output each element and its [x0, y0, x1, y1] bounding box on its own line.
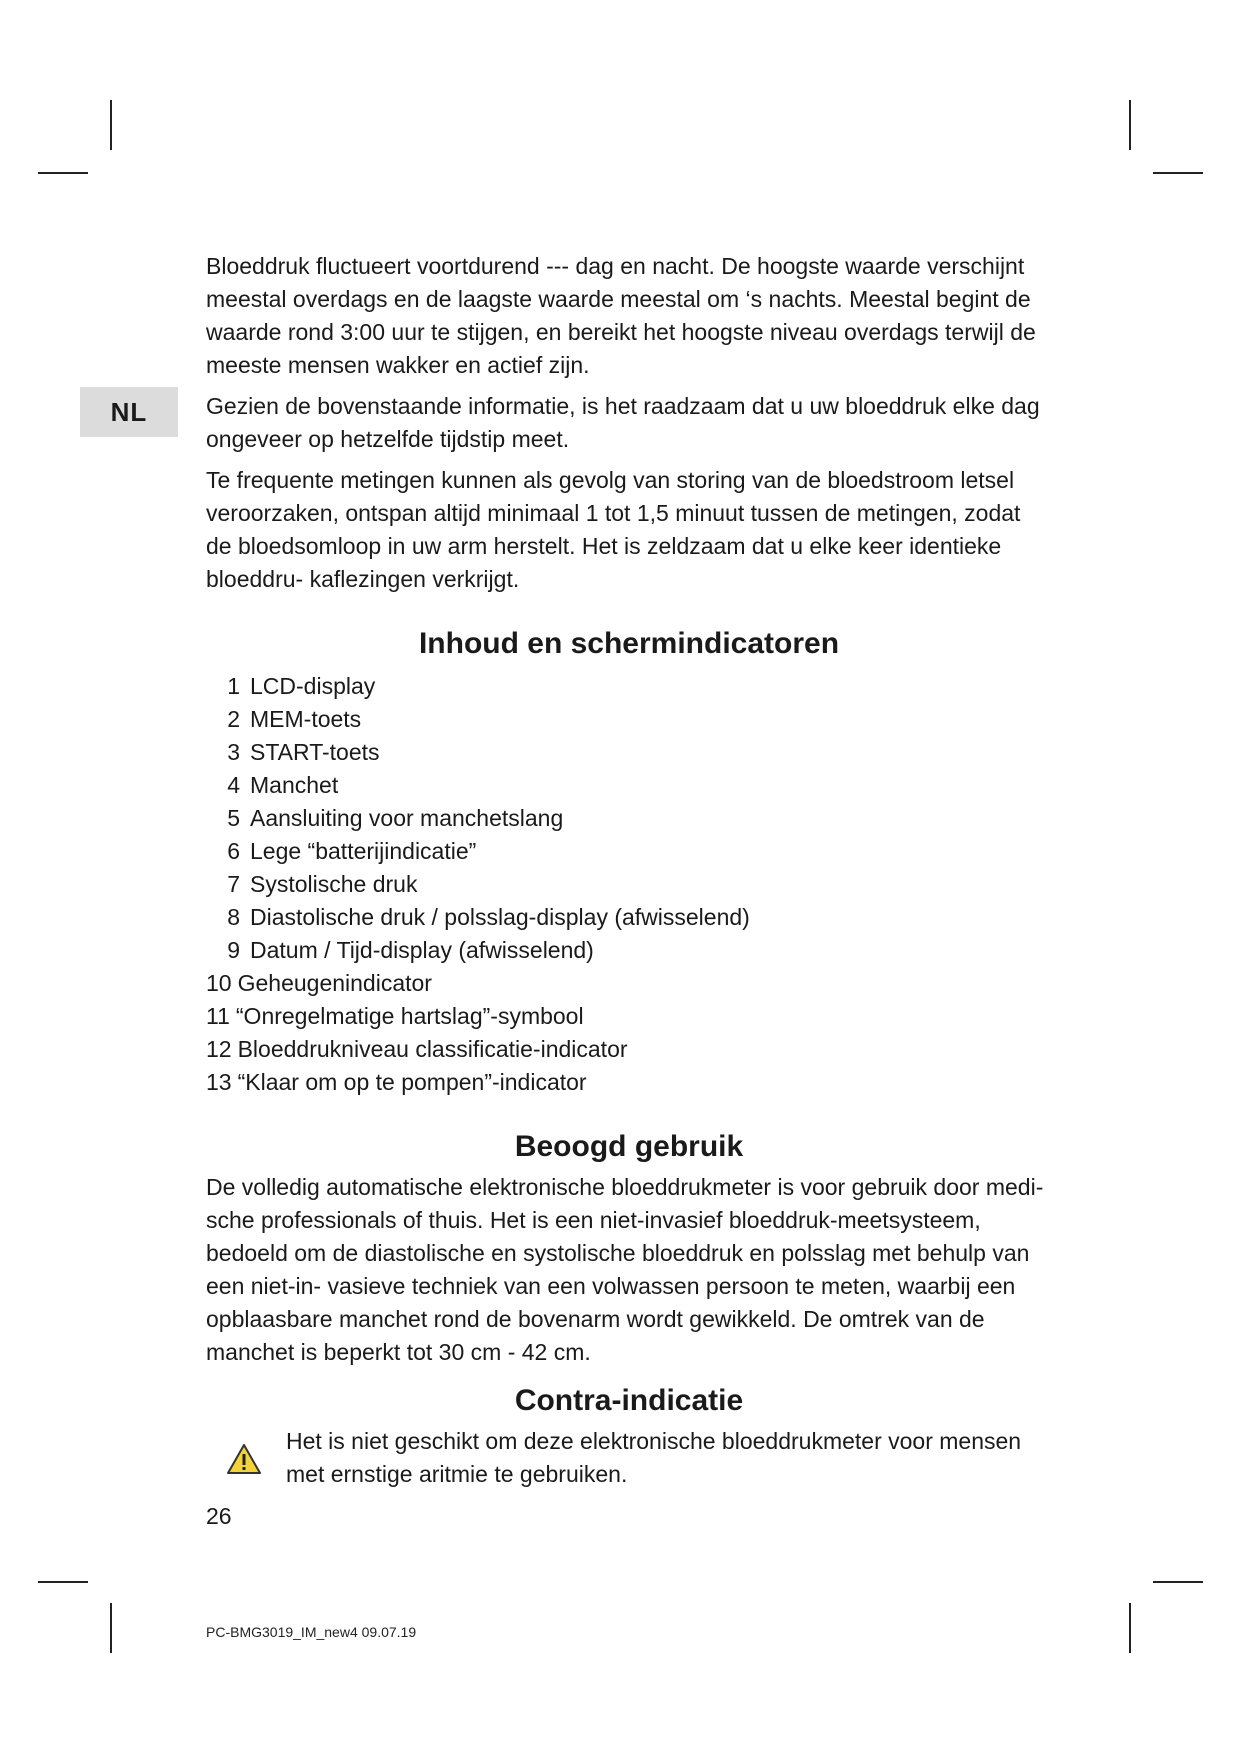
paragraph-intended-use: De volledig automatische elektronische bloeddrukmeter is voor gebruik door medi- sche professionals of thuis. Het is een niet-invasief bloeddruk-meetsysteem, bedoeld om de diastolische en systolische bloeddruk en polsslag met behulp van een niet-in- vasieve techniek van een volwassen persoon te meten, waarbij een opblaasbare manchet rond de bovenarm wordt gewikkeld. De omtrek van de manchet is beperkt tot 30 cm - 42 cm. [206, 1174, 1044, 1365]
contents-list [206, 670, 1052, 1099]
crop-mark [110, 1603, 112, 1653]
list-item: 10 Geheugenindicator [206, 970, 432, 996]
heading-intended-use: Beoogd gebruik [514, 1130, 744, 1163]
crop-mark [1153, 1581, 1203, 1583]
list-item: 9 Datum / Tijd-display (afwisselend) [227, 937, 594, 963]
warning-text: Het is niet geschikt om deze elektronische bloeddrukmeter voor mensen met ernstige aritmie te gebruiken. [286, 1428, 1022, 1487]
paragraph-fluctuation: Bloeddruk fluctueert voortdurend --- dag en nacht. De hoogste waarde verschijnt meestal overdags en de laagste waarde meestal om ‘s nachts. Meestal begint de waarde rond 3:00 uur te stijgen, en bereikt het hoogste niveau overdags terwijl de meeste mensen wakker en actief zijn. [206, 253, 1036, 378]
crop-mark [1153, 172, 1203, 174]
list-item: 11 “Onregelmatige hartslag”-symbool [206, 1003, 584, 1029]
crop-mark [1129, 1603, 1131, 1653]
warning-block [206, 1425, 1052, 1491]
list-item: 5 Aansluiting voor manchetslang [227, 805, 564, 831]
warning-icon [206, 1425, 286, 1491]
list-item: 12 Bloeddrukniveau classificatie-indicator [206, 1036, 628, 1062]
crop-mark [38, 1581, 88, 1583]
heading-contents: Inhoud en schermindicatoren [418, 627, 840, 660]
print-footer: PC-BMG3019_IM_new4 09.07.19 [206, 1624, 417, 1640]
list-item: 13 “Klaar om op te pompen”-indicator [206, 1069, 587, 1095]
heading-contraindication: Contra-indicatie [514, 1384, 744, 1417]
list-item: 4 Manchet [227, 772, 339, 798]
crop-mark [38, 172, 88, 174]
language-tab: NL [80, 387, 178, 437]
paragraph-timing: Gezien de bovenstaande informatie, is het raadzaam dat u uw bloeddruk elke dag ongeveer op hetzelfde tijdstip meet. [206, 393, 1040, 452]
crop-mark [110, 100, 112, 150]
list-item: 8 Diastolische druk / polsslag-display (afwisselend) [227, 904, 750, 930]
list-item: 6 Lege “batterijindicatie” [227, 838, 477, 864]
list-item: 7 Systolische druk [227, 871, 418, 897]
paragraph-frequency: Te frequente metingen kunnen als gevolg van storing van de bloedstroom letsel veroorzaken, ontspan altijd minimaal 1 tot 1,5 minuut tussen de metingen, zodat de bloedsomloop in uw arm herstelt. Het is zeldzaam dat u elke keer identieke bloeddru- kaflezingen verkrijgt. [206, 467, 1021, 592]
page-content [206, 250, 1052, 1491]
page-number: 26 [206, 1503, 232, 1529]
crop-mark [1129, 100, 1131, 150]
list-item: 2 MEM-toets [227, 706, 362, 732]
list-item: 1 LCD-display [227, 673, 376, 699]
list-item: 3 START-toets [227, 739, 380, 765]
